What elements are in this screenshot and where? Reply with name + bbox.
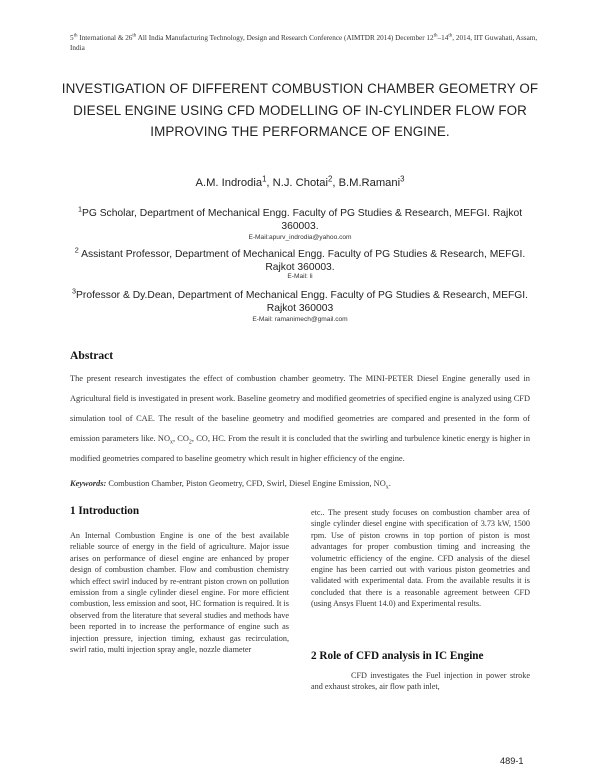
affiliation-email[interactable]: E-Mail:apurv_indrodia@yahoo.com [248, 234, 352, 241]
author-mark: 3 [400, 174, 405, 184]
keywords-text: Combustion Chamber, Piston Geometry, CFD, Swirl, Diesel Engine Emission, NO [106, 479, 386, 488]
section-heading-cfd-role: 2 Role of CFD analysis in IC Engine [311, 650, 484, 662]
keywords-label: Keywords: [70, 479, 107, 488]
cfd-role-column [311, 670, 530, 693]
section-heading-introduction: 1 Introduction [70, 505, 140, 517]
affiliation-text: PG Scholar, Department of Mechanical Engg. Faculty of PG Studies & Research, MEFGI. Rajkot 360003. [81, 208, 523, 232]
affiliation-email[interactable]: E-Mail: li [287, 273, 313, 280]
affiliation-email[interactable]: E-Mail: ramanimech@gmail.com [252, 316, 348, 323]
conference-header [70, 33, 540, 53]
abstract-text: The present research investigates the effect of combustion chamber geometry. The MINI-PETER Diesel Engine generally used in Agricultural field is investigated in present work. Baseline geometry and modified geometries of specified engine is analyzed using CFD simulation tool of CAE. The result of the baseline geometry and modified geometries are compared and presented in the form of emission parameters like. NO [70, 374, 530, 443]
keywords-text: . [388, 479, 391, 488]
affiliation-mark: 3 [72, 286, 77, 296]
header-text: International & 26 [77, 34, 133, 42]
header-text: , 2014, IIT Guwahati, Assam, India [70, 34, 538, 52]
affiliation-mark: 1 [77, 204, 82, 214]
header-sup: th [132, 33, 137, 39]
author-mark: 1 [262, 174, 267, 184]
header-text: –14 [437, 34, 449, 42]
header-sup: th [73, 33, 78, 39]
abstract-text: , CO, HC. From the result it is concluded that the swirling and turbulence kinetic energy is higher in modified geometries compared to baseline geometry which result in higher efficiency of the engine. [70, 434, 531, 463]
affiliation-text: Professor & Dy.Dean, Department of Mechanical Engg. Faculty of PG Studies & Research, MEFGI. Rajkot 360003 [76, 290, 528, 314]
author-name: B.M.Ramani [338, 177, 401, 189]
introduction-paragraph: An Internal Combustion Engine is one of the best available reliable source of energy in the field of agriculture. Major issue arises on performance of diesel engine are enhanced by proper design of combustion chamber. Flow and combustion chemistry which effect swirl induced by re-entrant piston crown on pollution emission from a single cylinder diesel engine. For more efficient combustion, less emission and soot, HC formation is required. It is observed from the literature that several studies and methods have been reported in to increase the performance of engine such as injection pressure, injection timing, exhaust gas recirculation, swirl ratio, multi injection spray angle, nozzle diameter [70, 531, 289, 655]
abstract-text: , CO [172, 434, 189, 443]
introduction-paragraph: etc.. The present study focuses on combustion chamber area of single cylinder diesel engine with specification of 3.73 kW, 1500 rpm. Use of piston crowns in top portion of piston is most advantages for proper combustion timing and increasing the volumetric efficiency of the engine. CFD analysis of the diesel engine has been carried out with various piston geometries and validated with experimental data. From the available results it is concluded that there is a reasonable agreement between CFD (using Ansys Fluent 14.0) and Experimental results. [311, 508, 530, 609]
page-number: 489-1 [500, 756, 524, 766]
author-name: A.M. Indrodia [195, 177, 263, 189]
introduction-left-column [70, 530, 289, 655]
affiliation-3 [70, 286, 530, 315]
keywords-subscript: x [385, 484, 389, 491]
header-sup: th [433, 33, 438, 39]
affiliation-mark: 2 [74, 245, 79, 255]
abstract-body [70, 369, 530, 469]
header-text: All India Manufacturing Technology, Design and Research Conference (AIMTDR 2014) December 12 [136, 34, 434, 42]
author-name: N.J. Chotai [272, 177, 328, 189]
affiliation-2 [70, 245, 530, 274]
paper-title: INVESTIGATION OF DIFFERENT COMBUSTION CHAMBER GEOMETRY OF DIESEL ENGINE USING CFD MODELLING OF IN-CYLINDER FLOW FOR IMPROVING THE PERFORMANCE OF ENGINE. [61, 81, 539, 139]
keywords [70, 479, 530, 491]
abstract-heading: Abstract [70, 349, 114, 362]
author-list [60, 174, 540, 189]
author-separator: , [266, 177, 273, 189]
header-sup: th [448, 33, 453, 39]
abstract-subscript: 2 [188, 439, 192, 446]
author-separator: , [332, 177, 339, 189]
abstract-subscript: x [170, 439, 173, 446]
affiliation-1 [70, 204, 530, 233]
header-text: 5 [70, 34, 74, 42]
author-mark: 2 [327, 174, 333, 184]
cfd-role-paragraph: CFD investigates the Fuel injection in power stroke and exhaust strokes, air flow path inlet, [311, 671, 530, 692]
introduction-right-column [311, 507, 530, 610]
affiliation-text: Assistant Professor, Department of Mechanical Engg. Faculty of PG Studies & Research, MEFGI. Rajkot 360003. [78, 249, 526, 273]
